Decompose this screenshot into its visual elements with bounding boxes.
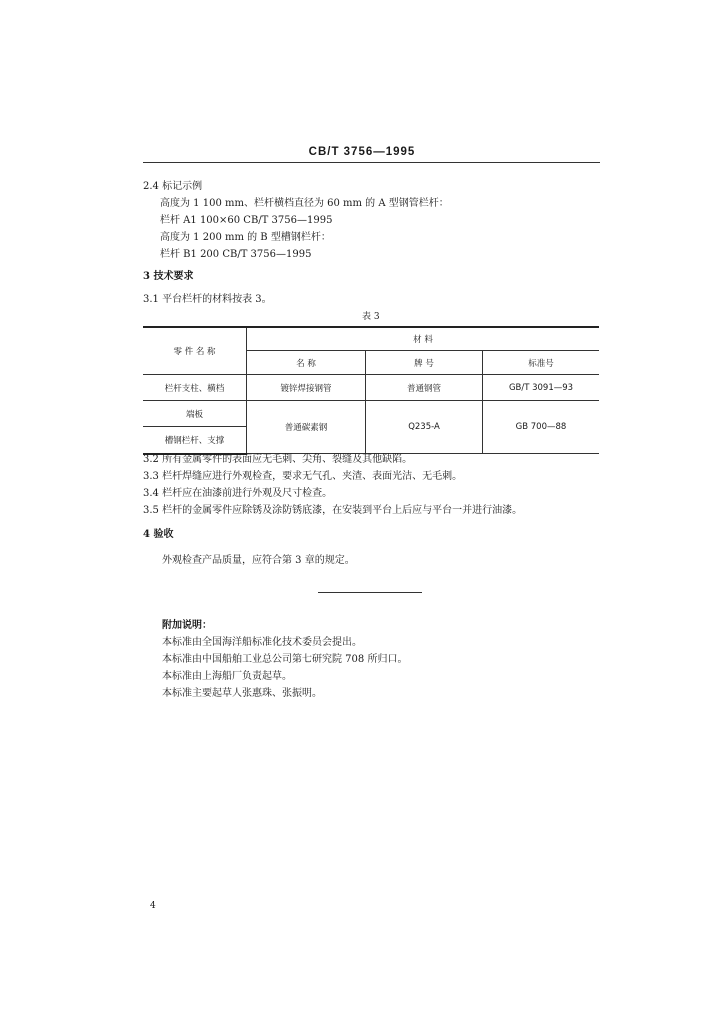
cell-part: 端板 (143, 401, 247, 427)
item-3-3: 3.3 栏杆焊缝应进行外观检查，要求无气孔、夹渣、表面光洁、无毛刺。 (143, 471, 463, 482)
cell-part: 栏杆支柱、横档 (143, 375, 247, 401)
separator-rule (318, 592, 422, 593)
header-material: 材 料 (247, 327, 600, 351)
subheader-grade: 牌 号 (366, 351, 483, 375)
section-2-4-heading: 2.4 标记示例 (143, 181, 203, 192)
cell-material-name: 普通碳素钢 (247, 401, 366, 454)
table-row (143, 375, 599, 401)
section-4-text: 外观检查产品质量，应符合第 3 章的规定。 (162, 555, 355, 566)
standard-number-header: CB/T 3756—1995 (308, 146, 416, 158)
cell-standard: GB/T 3091—93 (483, 375, 600, 401)
materials-table (143, 326, 599, 455)
notes-title: 附加说明： (162, 620, 212, 631)
page-number: 4 (150, 901, 156, 911)
item-3-5: 3.5 栏杆的金属零件应除锈及涂防锈底漆，在安装到平台上后应与平台一并进行油漆。 (143, 505, 523, 516)
cell-grade: Q235-A (366, 401, 483, 454)
item-3-1: 3.1 平台栏杆的材料按表 3。 (143, 294, 272, 305)
header-rule (143, 162, 600, 163)
section-2-4-line: 栏杆 A1 100×60 CB/T 3756—1995 (160, 215, 333, 226)
cell-material-name: 镀锌焊接钢管 (247, 375, 366, 401)
header-part-name: 零 件 名 称 (143, 327, 247, 375)
section-2-4-line: 栏杆 B1 200 CB/T 3756—1995 (160, 249, 312, 260)
notes-line: 本标准由上海船厂负责起草。 (162, 671, 292, 682)
notes-line: 本标准主要起草人张惠珠、张振明。 (162, 688, 322, 699)
section-2-4-line: 高度为 1 200 mm 的 B 型槽钢栏杆： (160, 232, 331, 243)
item-3-2: 3.2 所有金属零件的表面应无毛刺、尖角、裂缝及其他缺陷。 (143, 454, 413, 465)
table-row (143, 401, 599, 427)
item-3-4: 3.4 栏杆应在油漆前进行外观及尺寸检查。 (143, 488, 333, 499)
table-header-row (143, 327, 599, 351)
section-2-4-line: 高度为 1 100 mm、栏杆横档直径为 60 mm 的 A 型钢管栏杆： (160, 198, 449, 209)
subheader-name: 名 称 (247, 351, 366, 375)
subheader-standard: 标准号 (483, 351, 600, 375)
section-3-heading: 3 技术要求 (143, 271, 194, 282)
section-4-heading: 4 验收 (143, 529, 174, 540)
table-caption: 表 3 (362, 312, 380, 322)
notes-line: 本标准由全国海洋船标准化技术委员会提出。 (162, 637, 362, 648)
notes-line: 本标准由中国船舶工业总公司第七研究院 708 所归口。 (162, 654, 408, 665)
cell-part: 槽钢栏杆、支撑 (143, 427, 247, 454)
cell-standard: GB 700—88 (483, 401, 600, 454)
cell-grade: 普通钢管 (366, 375, 483, 401)
